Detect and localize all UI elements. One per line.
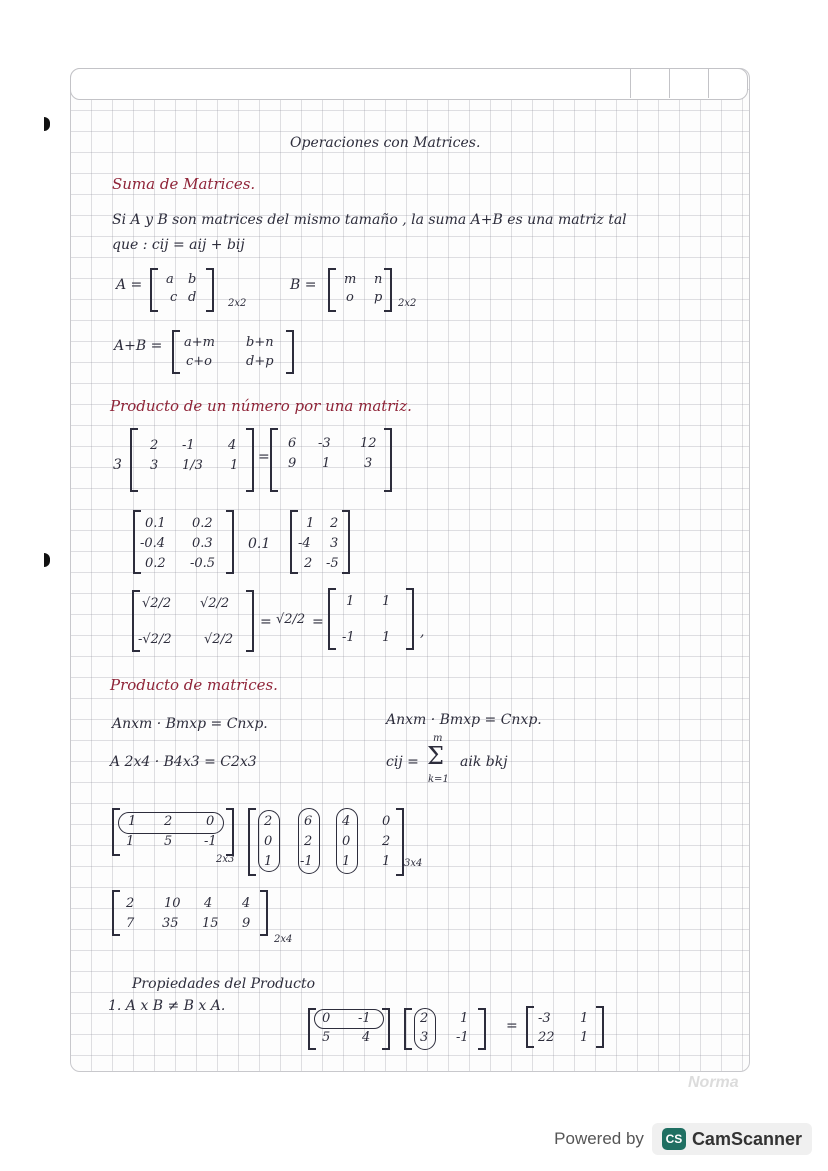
property-item-1: 1. A x B ≠ B x A. — [108, 998, 226, 1014]
matrix-cell: 1 — [460, 1011, 469, 1026]
matrix-cell: -1 — [342, 630, 355, 645]
matrix-cell: -1 — [456, 1030, 469, 1045]
equals-sign: = — [506, 1018, 518, 1034]
matrix-cell: n — [374, 272, 383, 287]
camscanner-badge[interactable] — [652, 1123, 812, 1155]
matrix-cell: √2/2 — [204, 632, 234, 647]
product-rule: Anxm · Bmxp = Cnxp. — [112, 716, 268, 732]
sigma-symbol: Σ — [427, 742, 444, 770]
matrix-cell: 4 — [228, 438, 237, 453]
matrix-cell: 1 — [342, 854, 351, 869]
header-box — [669, 68, 708, 98]
product-rule-example: A 2x4 · B4x3 = C2x3 — [110, 754, 257, 770]
bracket — [226, 808, 234, 856]
matrix-cell: 1/3 — [182, 458, 203, 473]
product-rule-right: Anxm · Bmxp = Cnxp. — [386, 712, 542, 728]
bracket — [112, 890, 120, 936]
matrix-cell: 3 — [364, 456, 373, 471]
matrix-cell: 1 — [306, 516, 315, 531]
bracket — [384, 428, 392, 492]
matrix-cell: 6 — [288, 436, 297, 451]
binder-hole — [44, 553, 50, 567]
bracket — [248, 808, 256, 876]
bracket — [246, 428, 254, 492]
bracket — [328, 268, 336, 312]
sigma-upper: m — [433, 733, 443, 744]
matrix-cell: 1 — [322, 456, 331, 471]
matrix-cell: p — [374, 290, 383, 305]
matrix-cell: 0 — [322, 1011, 331, 1026]
matrix-cell: 2 — [264, 814, 273, 829]
matrix-cell: b — [188, 272, 197, 287]
equals-sign: = — [258, 449, 270, 465]
matrix-cell: 4 — [204, 896, 213, 911]
matrix-cell: 4 — [362, 1030, 371, 1045]
matrix-cell: 1 — [382, 594, 391, 609]
matrix-cell: 1 — [346, 594, 355, 609]
matrix-cell: 2 — [420, 1011, 429, 1026]
matrix-cell: -3 — [538, 1011, 551, 1026]
bracket — [478, 1008, 486, 1050]
matrix-cell: c+o — [186, 354, 212, 369]
matrix-cell: -3 — [318, 436, 331, 451]
matrix-cell: 1 — [230, 458, 239, 473]
matrix-cell: 22 — [538, 1030, 555, 1045]
matrix-cell: -1 — [204, 834, 217, 849]
matrix-size: 3x4 — [404, 858, 423, 869]
matrix-cell: 35 — [162, 916, 179, 931]
matrix-cell: 2 — [126, 896, 135, 911]
scalar-factor: 3 — [113, 457, 122, 473]
matrix-cell: 12 — [360, 436, 377, 451]
sum-ab-label: A+B = — [114, 338, 163, 354]
matrix-cell: 3 — [330, 536, 339, 551]
matrix-cell: 2 — [330, 516, 339, 531]
equals-sign: = — [312, 614, 324, 630]
bracket — [404, 1008, 412, 1050]
bracket — [596, 1006, 604, 1048]
matrix-cell: 10 — [164, 896, 181, 911]
bracket — [384, 268, 392, 312]
matrix-cell: 4 — [242, 896, 251, 911]
matrix-cell: 4 — [342, 814, 351, 829]
properties-heading: Propiedades del Producto — [132, 976, 316, 992]
matrix-a-label: A = — [116, 277, 143, 293]
matrix-cell: 1 — [580, 1011, 589, 1026]
scalar-heading: Producto de un número por una matriz. — [110, 397, 412, 415]
matrix-cell: 0.2 — [145, 556, 166, 571]
sum-definition-line2: que : cij = aij + bij — [112, 237, 245, 253]
matrix-b-label: B = — [290, 277, 317, 293]
matrix-cell: a+m — [184, 335, 215, 350]
matrix-cell: -0.4 — [140, 536, 166, 551]
matrix-cell: 1 — [580, 1030, 589, 1045]
sigma-term: aik bkj — [460, 754, 508, 770]
scalar-factor: 0.1 — [248, 536, 271, 552]
matrix-cell: 0.2 — [192, 516, 213, 531]
matrix-cell: c — [170, 290, 178, 305]
bracket — [342, 510, 350, 574]
bracket — [260, 890, 268, 936]
matrix-cell: 15 — [202, 916, 219, 931]
matrix-cell: 2 — [382, 834, 391, 849]
matrix-cell: 6 — [304, 814, 313, 829]
bracket — [290, 510, 298, 574]
matrix-cell: a — [166, 272, 174, 287]
bracket — [406, 588, 414, 650]
camscanner-name: CamScanner — [691, 1128, 802, 1149]
matrix-cell: 1 — [382, 854, 391, 869]
page-title: Operaciones con Matrices. — [290, 135, 481, 151]
matrix-cell: 0 — [264, 834, 273, 849]
bracket — [206, 268, 214, 312]
matrix-cell: b+n — [246, 335, 274, 350]
bracket — [526, 1006, 534, 1048]
matrix-size: 2x3 — [216, 854, 235, 865]
matrix-cell: -√2/2 — [138, 632, 172, 647]
bracket — [270, 428, 278, 492]
bracket — [246, 590, 254, 652]
notebook-brand-watermark: Norma — [688, 1074, 739, 1091]
bracket — [396, 808, 404, 876]
sum-definition-line1: Si A y B son matrices del mismo tamaño , la suma A+B es una matriz tal — [112, 212, 627, 228]
matrix-cell: -5 — [326, 556, 339, 571]
matrix-cell: 1 — [128, 814, 137, 829]
matrix-cell: -1 — [300, 854, 313, 869]
matrix-cell: -0.5 — [190, 556, 216, 571]
bracket — [286, 330, 294, 374]
bracket — [328, 588, 336, 650]
matrix-cell: 3 — [420, 1030, 429, 1045]
matrix-size: 2x2 — [228, 298, 247, 309]
bracket — [150, 268, 158, 312]
matrix-cell: 0 — [342, 834, 351, 849]
matrix-cell: m — [344, 272, 357, 287]
bracket — [172, 330, 180, 374]
bracket — [112, 808, 120, 856]
sum-heading: Suma de Matrices. — [112, 175, 256, 193]
matrix-cell: 1 — [126, 834, 135, 849]
comma: , — [420, 624, 425, 640]
bracket — [226, 510, 234, 574]
matrix-cell: d — [188, 290, 197, 305]
matrix-cell: 9 — [242, 916, 251, 931]
camscanner-footer — [554, 1123, 812, 1155]
matrix-cell: 5 — [322, 1030, 331, 1045]
matrix-cell: 3 — [150, 458, 159, 473]
matrix-cell: d+p — [246, 354, 274, 369]
matrix-cell: 2 — [150, 438, 159, 453]
matrix-cell: 7 — [126, 916, 135, 931]
header-box — [708, 68, 747, 98]
matrix-cell: √2/2 — [142, 596, 172, 611]
matrix-cell: 0 — [382, 814, 391, 829]
product-heading: Producto de matrices. — [110, 676, 278, 694]
matrix-cell: -1 — [182, 438, 195, 453]
powered-by-label: Powered by — [554, 1129, 644, 1148]
matrix-cell: 0.1 — [145, 516, 166, 531]
matrix-size: 2x4 — [274, 934, 293, 945]
sigma-lower: k=1 — [428, 774, 449, 785]
equals-sign: = — [260, 614, 272, 630]
matrix-cell: 2 — [164, 814, 173, 829]
matrix-cell: 2 — [304, 834, 313, 849]
matrix-cell: 1 — [264, 854, 273, 869]
matrix-cell: -4 — [298, 536, 311, 551]
matrix-cell: 9 — [288, 456, 297, 471]
matrix-cell: o — [346, 290, 354, 305]
bracket — [130, 428, 138, 492]
matrix-cell: 1 — [382, 630, 391, 645]
matrix-cell: 0.3 — [192, 536, 213, 551]
matrix-cell: 5 — [164, 834, 173, 849]
matrix-cell: √2/2 — [200, 596, 230, 611]
matrix-size: 2x2 — [398, 298, 417, 309]
cij-label: cij = — [386, 754, 419, 770]
scalar-factor: √2/2 — [276, 612, 306, 627]
matrix-cell: 0 — [206, 814, 215, 829]
binder-hole — [44, 117, 50, 131]
bracket — [382, 1008, 390, 1050]
matrix-cell: -1 — [358, 1011, 371, 1026]
header-box — [630, 68, 669, 98]
camscanner-logo-icon: CS — [662, 1128, 686, 1150]
matrix-cell: 2 — [304, 556, 313, 571]
